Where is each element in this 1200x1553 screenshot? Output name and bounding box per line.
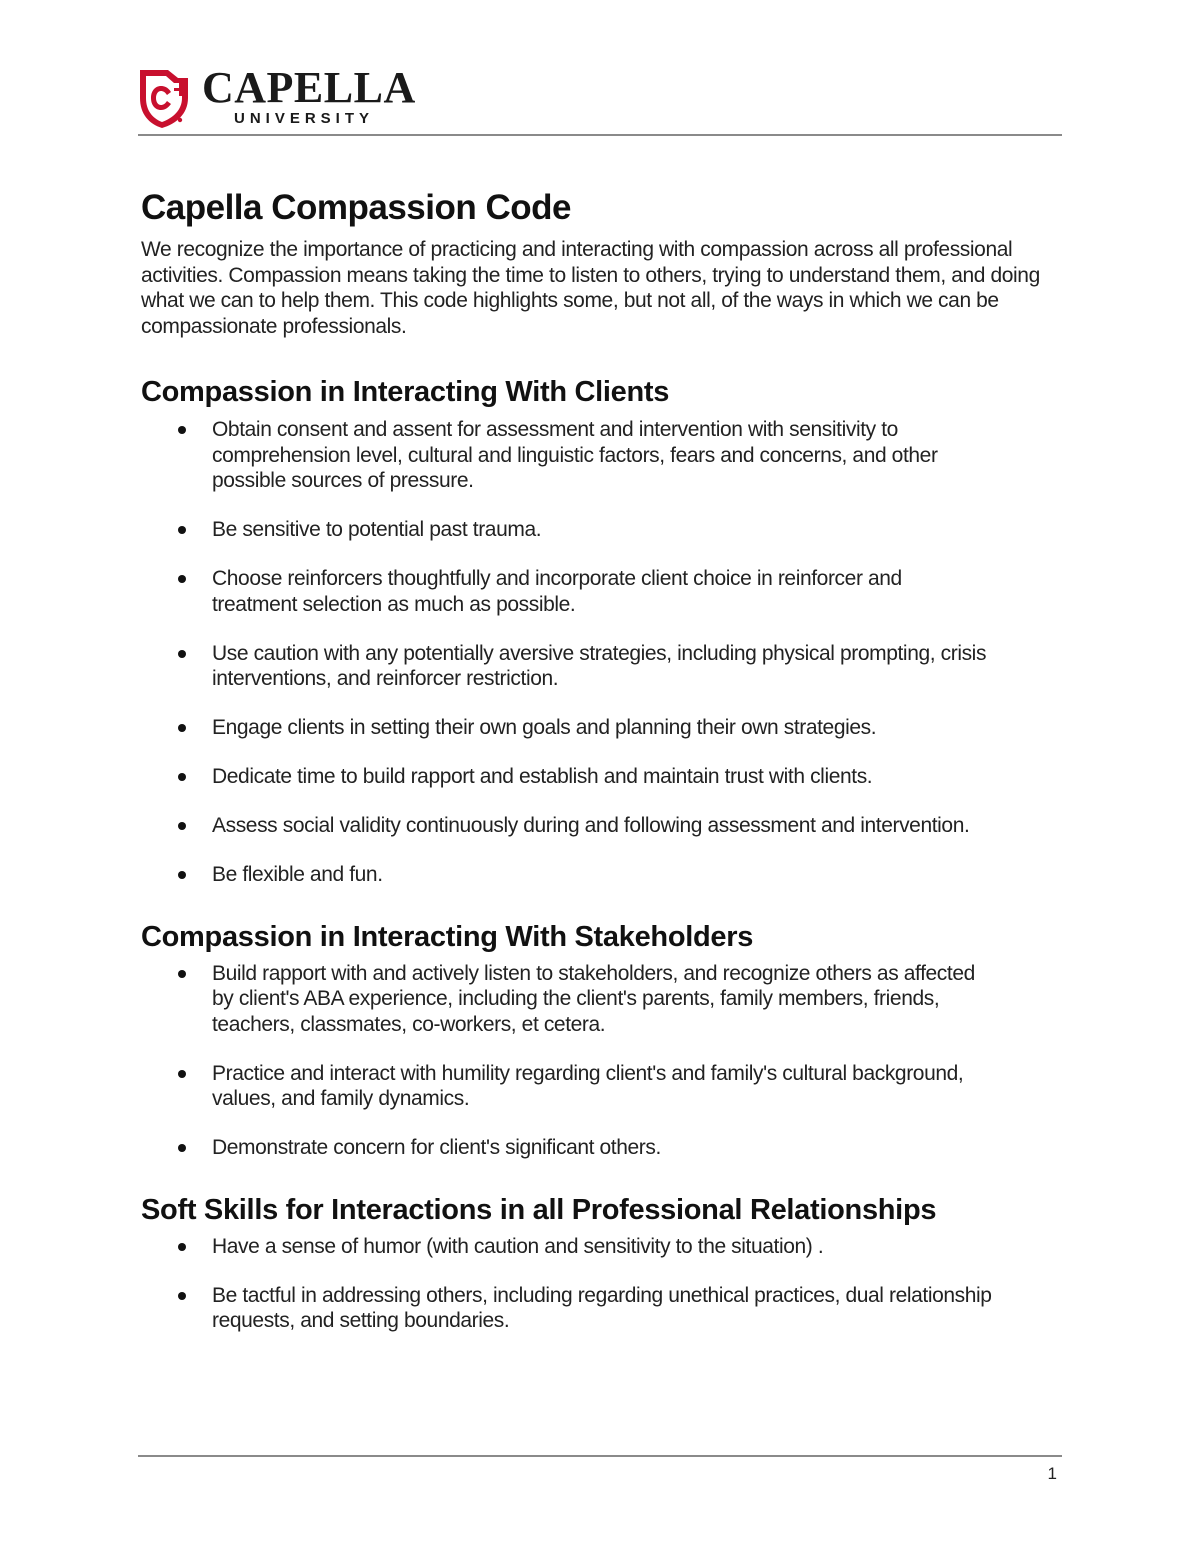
capella-shield-icon	[138, 68, 190, 130]
bullet-icon	[178, 970, 186, 978]
bullet-icon	[178, 871, 186, 879]
document-body	[141, 188, 1061, 1334]
list-item	[141, 641, 992, 692]
list-item-text: Be sensitive to potential past trauma.	[212, 518, 542, 541]
header-divider	[138, 134, 1062, 136]
list-item-text: Practice and interact with humility regarding client's and family's cultural background, values, and family dynamics.	[212, 1061, 964, 1110]
list-item-text: Use caution with any potentially aversive strategies, including physical prompting, crisis interventions, and reinforcer restriction.	[212, 641, 987, 690]
section-heading-clients: Compassion in Interacting With Clients	[141, 376, 670, 408]
list-item	[141, 1234, 992, 1260]
list-item	[141, 764, 992, 790]
list-item	[141, 517, 992, 543]
logo-subtitle: UNIVERSITY	[234, 110, 375, 127]
footer-divider	[138, 1455, 1062, 1457]
bullet-icon	[178, 575, 186, 583]
list-item-text: Choose reinforcers thoughtfully and incorporate client choice in reinforcer and treatment selection as much as possible.	[212, 567, 902, 616]
document-title: Capella Compassion Code	[141, 188, 571, 227]
logo-wordmark: CAPELLA	[202, 63, 416, 112]
list-item	[141, 715, 992, 741]
bullet-icon	[178, 724, 186, 732]
list-item-text: Have a sense of humor (with caution and sensitivity to the situation) .	[212, 1234, 824, 1258]
section-heading-soft-skills: Soft Skills for Interactions in all Professional Relationships	[141, 1193, 937, 1226]
list-item	[141, 862, 992, 888]
bullet-icon	[178, 650, 186, 658]
bullet-icon	[178, 773, 186, 781]
list-item-text: Dedicate time to build rapport and establish and maintain trust with clients.	[212, 765, 873, 788]
list-item-text: Be tactful in addressing others, including regarding unethical practices, dual relationship requests, and setting boundaries.	[212, 1283, 992, 1332]
list-item	[141, 566, 992, 617]
bullet-icon	[178, 526, 186, 534]
bullet-icon	[178, 822, 186, 830]
intro-paragraph: We recognize the importance of practicing and interacting with compassion across all professional activities. Compassion means taking the time to listen to others, trying to understand them, and doing what we can to help them. This code highlights some, but not all, of the ways in which we can be compassionate professionals.	[141, 238, 1040, 338]
bullet-icon	[178, 1292, 186, 1300]
stakeholders-list	[141, 961, 1061, 1161]
bullet-icon	[178, 1144, 186, 1152]
list-item-text: Be flexible and fun.	[212, 863, 383, 886]
list-item-text: Engage clients in setting their own goals and planning their own strategies.	[212, 716, 877, 739]
section-heading-stakeholders: Compassion in Interacting With Stakeholders	[141, 920, 754, 953]
list-item	[141, 961, 992, 1038]
list-item-text: Demonstrate concern for client's significant others.	[212, 1136, 661, 1159]
list-item	[141, 813, 992, 839]
list-item	[141, 1061, 992, 1112]
soft-skills-list	[141, 1234, 1061, 1334]
clients-list	[141, 417, 1061, 888]
list-item	[141, 1283, 992, 1334]
list-item-text: Assess social validity continuously during and following assessment and intervention.	[212, 814, 970, 837]
list-item	[141, 417, 992, 494]
page-number: 1	[1047, 1464, 1057, 1483]
list-item-text: Obtain consent and assent for assessment and intervention with sensitivity to comprehension level, cultural and linguistic factors, fears and concerns, and other possible sources of pressure.	[212, 418, 938, 492]
bullet-icon	[178, 1070, 186, 1078]
list-item-text: Build rapport with and actively listen to stakeholders, and recognize others as affected by client's ABA experience, including the client's parents, family members, friends, teachers, classmates, co-workers, et cetera.	[212, 961, 975, 1036]
bullet-icon	[178, 426, 186, 434]
bullet-icon	[178, 1243, 186, 1251]
capella-university-logo	[138, 63, 428, 132]
list-item	[141, 1135, 992, 1161]
